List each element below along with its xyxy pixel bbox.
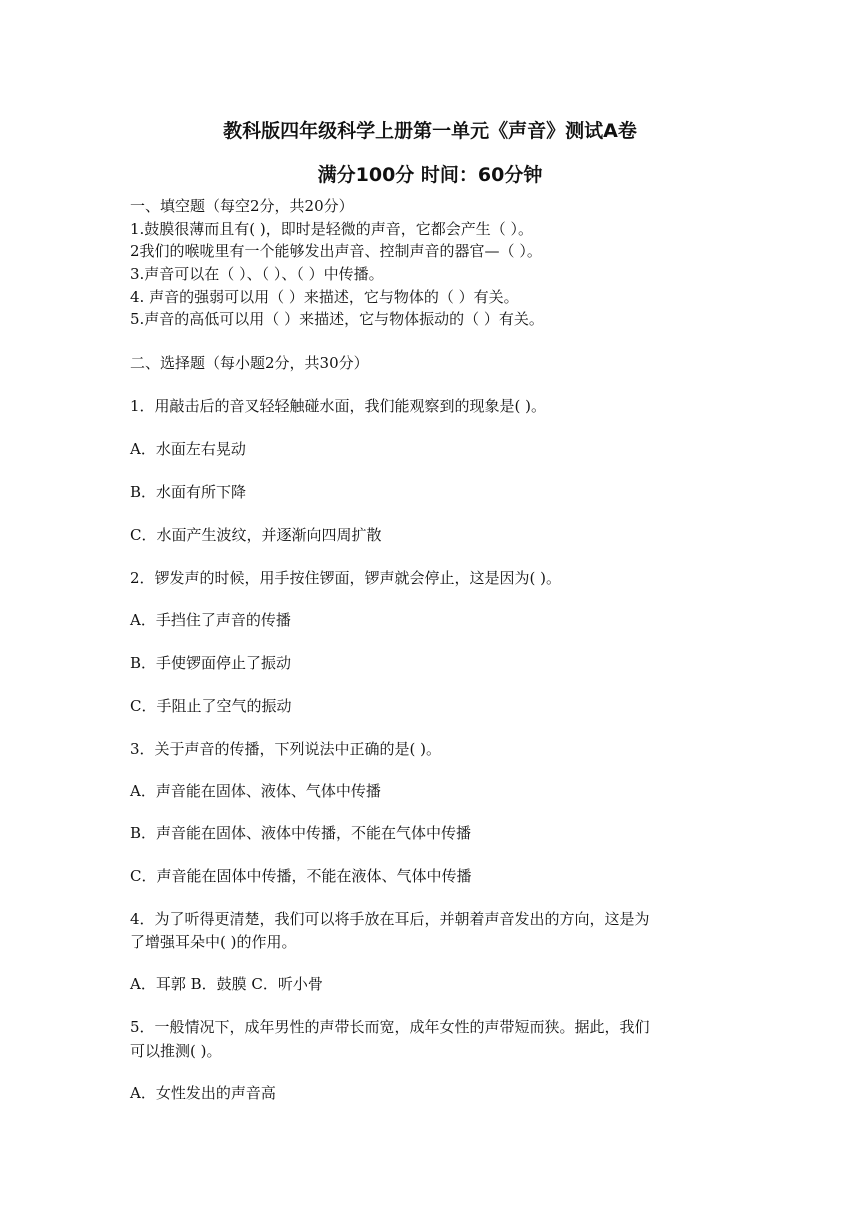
q2-option-a: A．手挡住了声音的传播 [130,611,291,629]
q3-option-b: B．声音能在固体、液体中传播，不能在气体中传播 [130,824,472,842]
fill-question-5: 5.声音的高低可以用（ ）来描述，它与物体振动的（ ）有关。 [130,310,544,328]
choice-question-4-line2: 了增强耳朵中( )的作用。 [130,933,297,951]
fill-question-3: 3.声音可以在（ ）、（ ）、（ ）中传播。 [130,265,384,283]
q2-option-b: B．手使锣面停止了振动 [130,654,292,672]
q1-option-c: C．水面产生波纹，并逐渐向四周扩散 [130,526,382,544]
q1-option-b: B．水面有所下降 [130,483,247,501]
choice-question-5-line2: 可以推测( )。 [130,1042,222,1060]
fill-question-2: 2我们的喉咙里有一个能够发出声音、控制声音的器官—（ ）。 [130,242,542,260]
exam-title: 教科版四年级科学上册第一单元《声音》测试A卷 [223,120,637,142]
section2-heading: 二、选择题（每小题2分，共30分） [130,354,369,372]
q5-option-a: A．女性发出的声音高 [130,1084,276,1102]
choice-question-2: 2．锣发声的时候，用手按住锣面，锣声就会停止，这是因为( )。 [130,569,562,587]
fill-question-4: 4. 声音的强弱可以用（ ）来描述，它与物体的（ ）有关。 [130,288,519,306]
q3-option-c: C．声音能在固体中传播，不能在液体、气体中传播 [130,867,472,885]
choice-question-4-line1: 4．为了听得更清楚，我们可以将手放在耳后，并朝着声音发出的方向，这是为 [130,910,650,928]
choice-question-3: 3．关于声音的传播，下列说法中正确的是( )。 [130,740,442,758]
choice-question-1: 1．用敲击后的音叉轻轻触碰水面，我们能观察到的现象是( )。 [130,397,547,415]
q4-options: A．耳郭 B．鼓膜 C．听小骨 [130,975,323,993]
exam-subtitle: 满分100分 时间：60分钟 [317,164,543,186]
choice-question-5-line1: 5．一般情况下，成年男性的声带长而宽，成年女性的声带短而狭。据此，我们 [130,1018,650,1036]
q3-option-a: A．声音能在固体、液体、气体中传播 [130,782,381,800]
section1-heading: 一、填空题（每空2分，共20分） [130,197,354,215]
fill-question-1: 1.鼓膜很薄而且有( )，即时是轻微的声音，它都会产生（ ）。 [130,220,534,238]
q1-option-a: A．水面左右晃动 [130,440,246,458]
q2-option-c: C．手阻止了空气的振动 [130,697,292,715]
